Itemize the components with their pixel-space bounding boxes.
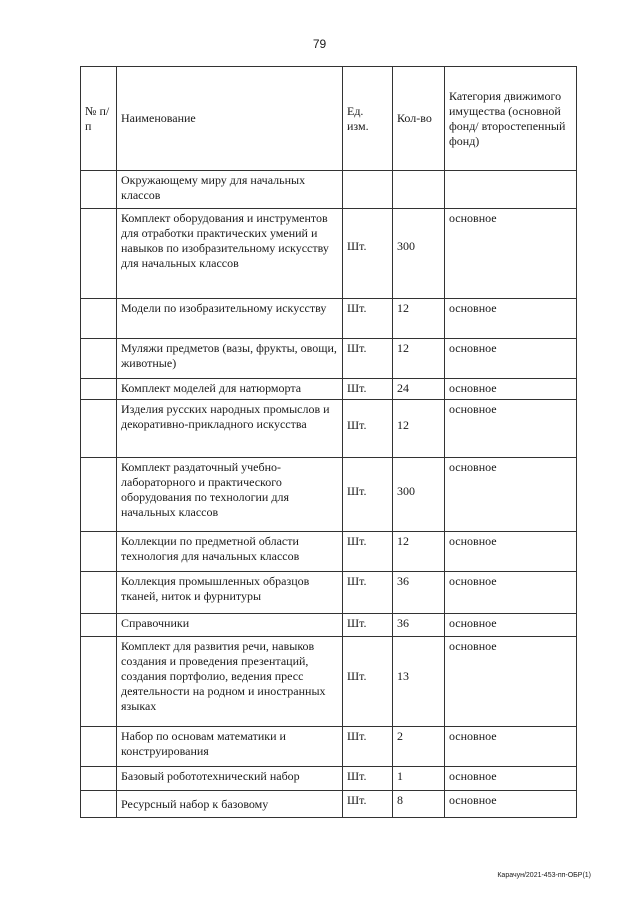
row-unit: Шт.	[343, 572, 393, 614]
page-number: 79	[312, 37, 327, 51]
table-row	[81, 767, 577, 791]
row-category: основное	[445, 532, 577, 572]
row-category: основное	[445, 379, 577, 400]
row-unit: Шт.	[343, 339, 393, 379]
row-unit: Шт.	[343, 379, 393, 400]
row-number	[81, 572, 117, 614]
row-quantity: 12	[393, 400, 445, 458]
row-category: основное	[445, 767, 577, 791]
row-name: Комплект оборудования и инструментов для отработки практических умений и навыков по изобразительному искусству для начальных классов	[117, 209, 343, 299]
table-row	[81, 727, 577, 767]
table-row	[81, 458, 577, 532]
table-row	[81, 637, 577, 727]
row-category: основное	[445, 637, 577, 727]
row-name: Комплект раздаточный учебно-лабораторного и практического оборудования по технологии для начальных классов	[117, 458, 343, 532]
row-number	[81, 727, 117, 767]
header-category: Категория движимого имущества (основной фонд/ второстепенный фонд)	[445, 67, 577, 171]
row-number	[81, 767, 117, 791]
row-unit: Шт.	[343, 791, 393, 818]
row-quantity: 36	[393, 614, 445, 637]
header-name: Наименование	[117, 67, 343, 171]
row-name: Коллекции по предметной области технология для начальных классов	[117, 532, 343, 572]
row-quantity: 8	[393, 791, 445, 818]
row-quantity: 12	[393, 532, 445, 572]
table-row	[81, 299, 577, 339]
row-number	[81, 532, 117, 572]
row-number	[81, 614, 117, 637]
row-category	[445, 171, 577, 209]
row-quantity: 13	[393, 637, 445, 727]
row-category: основное	[445, 614, 577, 637]
row-number	[81, 458, 117, 532]
row-category: основное	[445, 339, 577, 379]
table-row	[81, 532, 577, 572]
row-name: Комплект для развития речи, навыков создания и проведения презентаций, создания портфолио, ведения пресс деятельности на родном и иностранных языках	[117, 637, 343, 727]
row-quantity: 2	[393, 727, 445, 767]
row-quantity: 300	[393, 209, 445, 299]
row-unit: Шт.	[343, 637, 393, 727]
table-row	[81, 614, 577, 637]
row-number	[81, 209, 117, 299]
row-name: Модели по изобразительному искусству	[117, 299, 343, 339]
row-name: Муляжи предметов (вазы, фрукты, овощи, животные)	[117, 339, 343, 379]
header-unit: Ед. изм.	[343, 67, 393, 171]
row-quantity: 36	[393, 572, 445, 614]
row-category: основное	[445, 299, 577, 339]
row-number	[81, 339, 117, 379]
row-name: Набор по основам математики и конструирования	[117, 727, 343, 767]
table-row	[81, 400, 577, 458]
row-number	[81, 400, 117, 458]
header-quantity: Кол-во	[393, 67, 445, 171]
row-name: Ресурсный набор к базовому	[117, 791, 343, 818]
row-number	[81, 637, 117, 727]
row-unit: Шт.	[343, 400, 393, 458]
row-quantity: 12	[393, 339, 445, 379]
row-quantity: 12	[393, 299, 445, 339]
table-row	[81, 339, 577, 379]
row-quantity: 1	[393, 767, 445, 791]
row-unit: Шт.	[343, 458, 393, 532]
row-number	[81, 791, 117, 818]
row-category: основное	[445, 791, 577, 818]
table-row	[81, 171, 577, 209]
table-row	[81, 791, 577, 818]
row-name: Базовый робототехнический набор	[117, 767, 343, 791]
row-category: основное	[445, 458, 577, 532]
row-category: основное	[445, 209, 577, 299]
row-quantity: 300	[393, 458, 445, 532]
inventory-table	[80, 66, 577, 818]
row-category: основное	[445, 572, 577, 614]
row-name: Окружающему миру для начальных классов	[117, 171, 343, 209]
row-number	[81, 171, 117, 209]
row-category: основное	[445, 727, 577, 767]
row-name: Справочники	[117, 614, 343, 637]
table-row	[81, 572, 577, 614]
table-body	[81, 171, 577, 818]
row-name: Коллекция промышленных образцов тканей, ниток и фурнитуры	[117, 572, 343, 614]
row-unit: Шт.	[343, 209, 393, 299]
row-unit: Шт.	[343, 532, 393, 572]
header-number: № п/п	[81, 67, 117, 171]
row-name: Изделия русских народных промыслов и декоративно-прикладного искусства	[117, 400, 343, 458]
table-row	[81, 209, 577, 299]
row-number	[81, 299, 117, 339]
table-row	[81, 379, 577, 400]
row-quantity: 24	[393, 379, 445, 400]
row-quantity	[393, 171, 445, 209]
row-unit: Шт.	[343, 614, 393, 637]
table-header-row	[81, 67, 577, 171]
row-name: Комплект моделей для натюрморта	[117, 379, 343, 400]
footer-document-code: Карачун/2021-453-пп-ОБР(1)	[497, 872, 591, 879]
row-unit: Шт.	[343, 299, 393, 339]
row-number	[81, 379, 117, 400]
row-category: основное	[445, 400, 577, 458]
row-unit: Шт.	[343, 727, 393, 767]
row-unit	[343, 171, 393, 209]
row-unit: Шт.	[343, 767, 393, 791]
